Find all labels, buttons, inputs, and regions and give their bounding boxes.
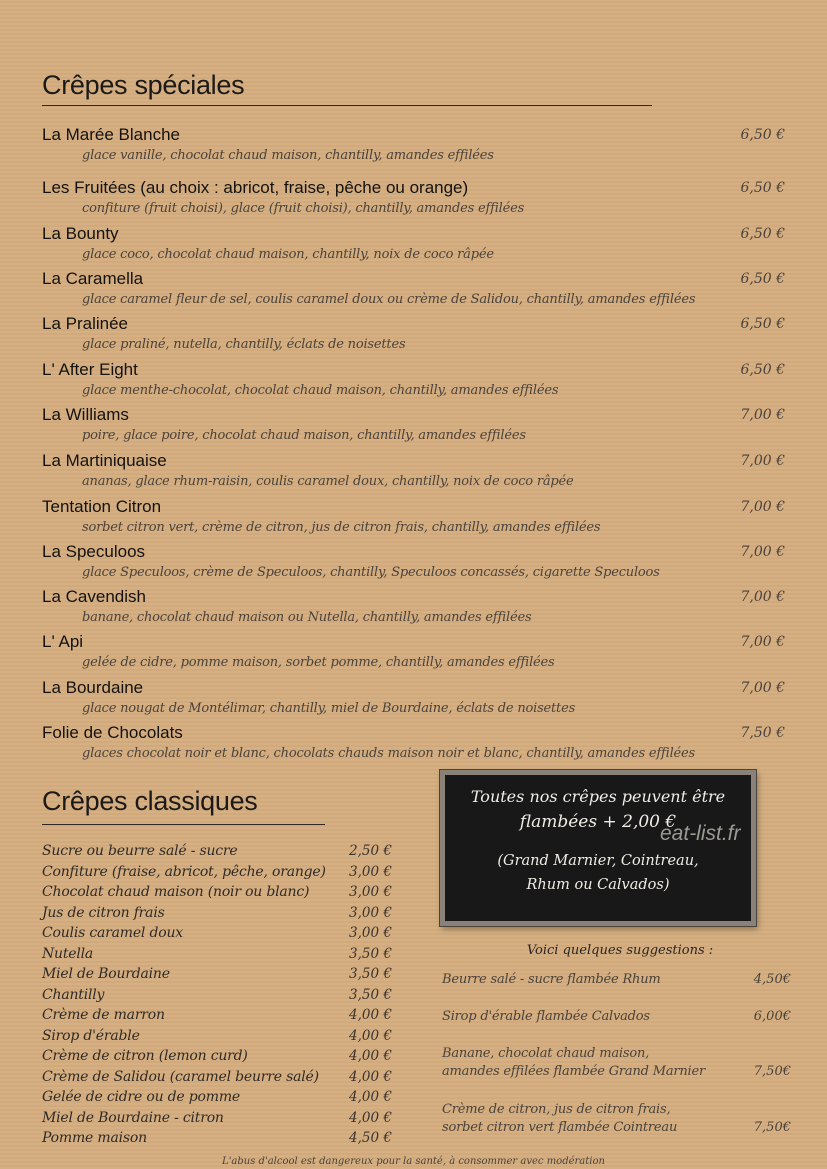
speciale-name: La Williams <box>42 405 129 424</box>
classique-name: Nutella <box>42 945 94 962</box>
chalkboard-line-1: Toutes nos crêpes peuvent être <box>470 787 726 806</box>
speciale-description: poire, glace poire, chocolat chaud maison, chantilly, amandes effilées <box>82 428 526 443</box>
suggestion-line-1: Sirop d'érable flambée Calvados <box>442 1009 650 1024</box>
speciale-description: glace caramel fleur de sel, coulis caramel doux ou crème de Salidou, chantilly, amandes effilées <box>82 292 696 307</box>
speciale-description: glace coco, chocolat chaud maison, chantilly, noix de coco râpée <box>82 247 494 262</box>
classique-name: Coulis caramel doux <box>42 925 183 941</box>
speciale-description: banane, chocolat chaud maison ou Nutella, chantilly, amandes effilées <box>82 610 532 625</box>
speciale-description: sorbet citron vert, crème de citron, jus de citron frais, chantilly, amandes effilées <box>82 520 601 535</box>
classique-name: Miel de Bourdaine - citron <box>42 1109 224 1126</box>
classique-price: 4,00 € <box>349 1109 392 1126</box>
speciale-price: 7,00 € <box>740 499 785 515</box>
speciale-price: 7,00 € <box>740 589 785 605</box>
classique-name: Crème de citron (lemon curd) <box>42 1048 248 1064</box>
flambee-chalkboard <box>440 770 756 926</box>
speciale-description: glace nougat de Montélimar, chantilly, miel de Bourdaine, éclats de noisettes <box>82 701 576 716</box>
classique-price: 2,50 € <box>349 843 392 859</box>
classique-name: Pomme maison <box>42 1130 147 1146</box>
speciale-price: 6,50 € <box>740 271 785 287</box>
suggestion-price: 7,50€ <box>753 1064 791 1079</box>
speciale-name: La Speculoos <box>42 542 146 561</box>
classique-name: Chocolat chaud maison (noir ou blanc) <box>42 884 310 900</box>
speciale-price: 7,50 € <box>740 725 785 741</box>
suggestions-heading: Voici quelques suggestions : <box>526 943 714 958</box>
classique-name: Crème de Salidou (caramel beurre salé) <box>42 1068 319 1085</box>
watermark: eat-list.fr <box>660 822 741 845</box>
classique-price: 3,00 € <box>349 863 392 880</box>
speciale-description: glaces chocolat noir et blanc, chocolats chauds maison noir et blanc, chantilly, amandes effilées <box>82 746 695 761</box>
suggestion-line-2: sorbet citron vert flambée Cointreau <box>442 1120 678 1135</box>
classique-name: Sirop d'érable <box>42 1027 140 1044</box>
speciale-price: 6,50 € <box>740 180 785 196</box>
speciale-name: La Caramella <box>42 269 144 288</box>
chalkboard-line-4: Rhum ou Calvados) <box>526 877 670 893</box>
speciale-description: glace vanille, chocolat chaud maison, chantilly, amandes effilées <box>82 148 494 163</box>
speciale-description: ananas, glace rhum-raisin, coulis caramel doux, chantilly, noix de coco râpée <box>82 474 574 489</box>
speciale-price: 7,00 € <box>740 634 785 650</box>
classique-name: Gelée de cidre ou de pomme <box>42 1089 240 1105</box>
speciale-description: glace menthe-chocolat, chocolat chaud maison, chantilly, amandes effilées <box>82 383 559 398</box>
speciale-name: La Bourdaine <box>42 678 144 697</box>
speciale-description: glace praliné, nutella, chantilly, éclats de noisettes <box>82 337 406 352</box>
chalkboard-line-3: (Grand Marnier, Cointreau, <box>497 853 699 869</box>
speciales-rule <box>42 105 652 106</box>
suggestion-price: 4,50€ <box>753 972 791 987</box>
chalkboard-line-2: flambées + 2,00 € <box>519 812 677 832</box>
classique-price: 4,00 € <box>349 1007 392 1023</box>
classique-name: Sucre ou beurre salé - sucre <box>42 843 238 859</box>
classique-name: Confiture (fraise, abricot, pêche, orange) <box>42 863 326 880</box>
classique-name: Chantilly <box>42 986 105 1003</box>
speciale-name: L' After Eight <box>42 360 138 379</box>
speciale-price: 7,00 € <box>740 544 785 560</box>
suggestion-price: 6,00€ <box>753 1009 791 1024</box>
speciale-description: glace Speculoos, crème de Speculoos, chantilly, Speculoos concassés, cigarette Speculoos <box>82 565 660 580</box>
speciale-description: confiture (fruit choisi), glace (fruit choisi), chantilly, amandes effilées <box>82 201 525 216</box>
classique-price: 4,00 € <box>349 1089 392 1105</box>
classique-name: Crème de marron <box>42 1007 165 1023</box>
classiques-rule <box>42 824 325 825</box>
suggestion-line-1: Beurre salé - sucre flambée Rhum <box>442 972 661 987</box>
speciale-name: Folie de Chocolats <box>42 723 183 742</box>
speciale-price: 7,00 € <box>740 407 785 423</box>
speciale-price: 6,50 € <box>740 316 785 332</box>
classique-price: 4,00 € <box>349 1048 392 1064</box>
speciale-price: 6,50 € <box>740 362 785 378</box>
speciale-name: La Pralinée <box>42 314 129 333</box>
classique-price: 3,50 € <box>349 945 392 962</box>
speciales-title: Crêpes spéciales <box>42 70 245 100</box>
speciale-name: La Martiniquaise <box>42 451 167 470</box>
suggestion-line-2: amandes effilées flambée Grand Marnier <box>442 1064 706 1079</box>
classique-price: 3,50 € <box>349 966 392 982</box>
classique-name: Jus de citron frais <box>42 904 165 921</box>
classiques-title: Crêpes classiques <box>42 786 258 816</box>
classique-price: 3,00 € <box>349 925 392 941</box>
speciale-name: L' Api <box>42 632 84 651</box>
classique-price: 3,50 € <box>349 986 392 1003</box>
classique-price: 4,00 € <box>349 1068 392 1085</box>
speciale-name: La Marée Blanche <box>42 125 180 144</box>
speciale-price: 6,50 € <box>740 226 785 242</box>
speciale-price: 7,00 € <box>740 453 785 469</box>
suggestion-line-1: Banane, chocolat chaud maison, <box>442 1046 650 1061</box>
speciale-price: 6,50 € <box>740 127 785 143</box>
speciale-name: Les Fruitées (au choix : abricot, fraise, pêche ou orange) <box>42 178 469 197</box>
alcohol-warning: L'abus d'alcool est dangereux pour la santé, à consommer avec modération <box>222 1156 605 1167</box>
suggestion-line-1: Crème de citron, jus de citron frais, <box>442 1102 671 1117</box>
classique-name: Miel de Bourdaine <box>42 966 170 982</box>
suggestion-price: 7,50€ <box>753 1120 791 1135</box>
speciale-description: gelée de cidre, pomme maison, sorbet pomme, chantilly, amandes effilées <box>82 655 555 670</box>
classique-price: 4,50 € <box>349 1130 392 1146</box>
speciale-name: Tentation Citron <box>42 497 162 516</box>
classique-price: 4,00 € <box>349 1027 392 1044</box>
classique-price: 3,00 € <box>349 904 392 921</box>
speciale-name: La Bounty <box>42 224 119 243</box>
speciale-price: 7,00 € <box>740 680 785 696</box>
speciale-name: La Cavendish <box>42 587 146 606</box>
classique-price: 3,00 € <box>349 884 392 900</box>
